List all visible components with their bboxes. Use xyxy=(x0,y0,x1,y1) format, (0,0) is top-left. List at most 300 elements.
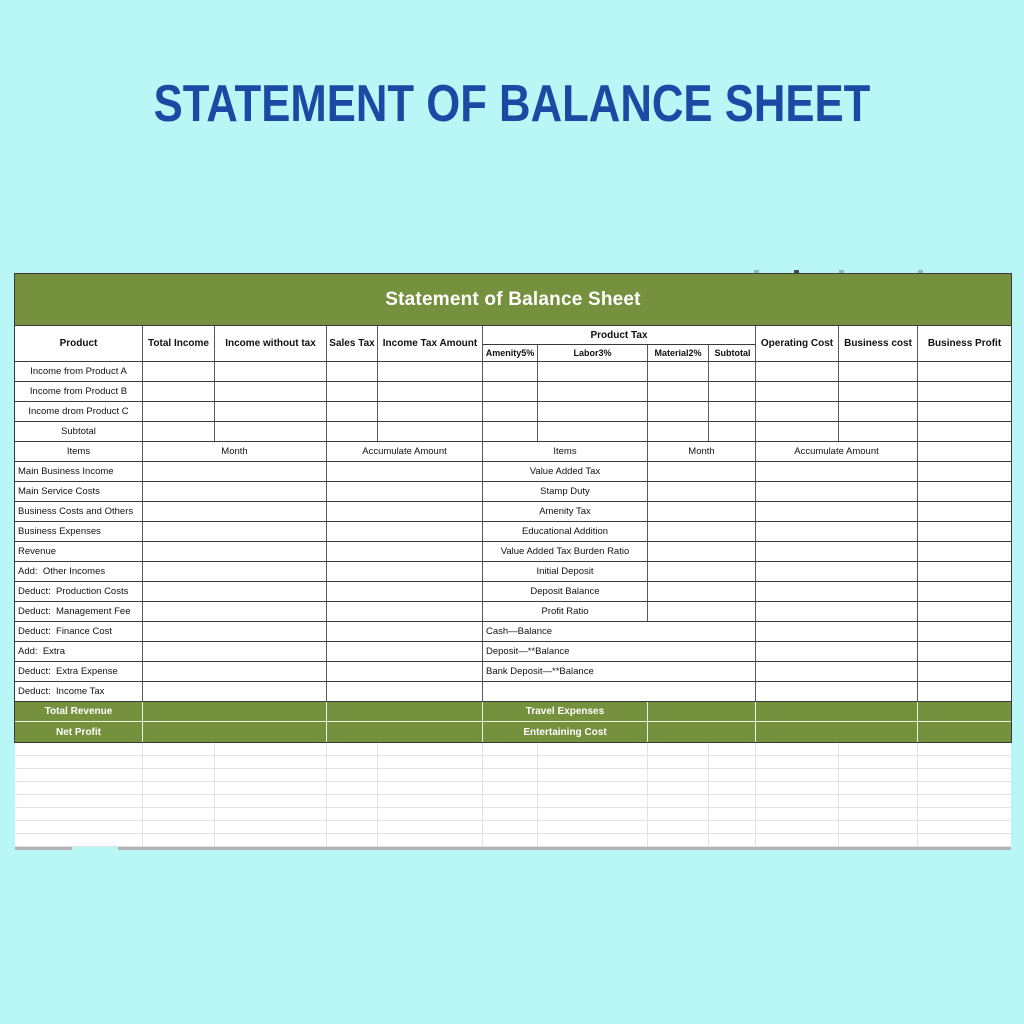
empty-cell xyxy=(143,622,327,641)
empty-grid-cell xyxy=(756,769,839,781)
row-label: Income drom Product C xyxy=(15,402,143,421)
empty-grid-cell xyxy=(327,821,378,833)
empty-cell xyxy=(709,422,756,441)
bottom-edge-segment xyxy=(118,847,1011,850)
empty-grid-cell xyxy=(709,743,756,755)
empty-cell xyxy=(756,522,918,541)
empty-grid-cell xyxy=(378,782,483,794)
empty-cell xyxy=(215,422,327,441)
empty-grid-cell xyxy=(483,821,538,833)
empty-cell xyxy=(143,702,327,721)
empty-grid-cell xyxy=(215,808,327,820)
sub-column-header: Amenity5% xyxy=(483,345,538,361)
row-label: Deduct: Extra Expense xyxy=(15,662,143,681)
row-label: Business Expenses xyxy=(15,522,143,541)
empty-cell xyxy=(327,642,483,661)
section1-body xyxy=(15,362,1011,442)
empty-cell xyxy=(709,382,756,401)
empty-grid-cell xyxy=(648,782,709,794)
empty-cell xyxy=(327,722,483,742)
row-label: Cash—Balance xyxy=(483,622,756,641)
empty-cell xyxy=(378,422,483,441)
empty-grid-row xyxy=(15,808,1011,821)
empty-grid-row xyxy=(15,769,1011,782)
empty-cell xyxy=(756,422,839,441)
empty-cell xyxy=(327,602,483,621)
empty-cell xyxy=(756,602,918,621)
empty-cell xyxy=(327,402,378,421)
empty-cell xyxy=(143,502,327,521)
table-row xyxy=(15,642,1011,662)
empty-cell xyxy=(918,662,1011,681)
empty-grid-cell xyxy=(215,834,327,846)
empty-grid-cell xyxy=(839,782,918,794)
empty-grid-cell xyxy=(648,834,709,846)
empty-grid-cell xyxy=(918,808,1011,820)
empty-grid-cell xyxy=(538,808,648,820)
sub-column-header: Subtotal xyxy=(714,348,751,358)
table-row xyxy=(15,522,1011,542)
empty-cell xyxy=(756,482,918,501)
empty-grid-cell xyxy=(15,834,143,846)
empty-grid-cell xyxy=(709,821,756,833)
empty-grid-cell xyxy=(327,808,378,820)
empty-grid-cell xyxy=(756,821,839,833)
empty-grid-cell xyxy=(215,743,327,755)
empty-cell xyxy=(648,482,756,501)
empty-grid-cell xyxy=(143,808,215,820)
empty-cell xyxy=(918,482,1011,501)
empty-cell xyxy=(839,362,918,381)
column-header: Product xyxy=(15,326,143,361)
empty-grid-cell xyxy=(756,808,839,820)
empty-cell xyxy=(143,562,327,581)
row-label: Main Service Costs xyxy=(15,482,143,501)
empty-cell xyxy=(918,542,1011,561)
row-label: Educational Addition xyxy=(483,522,648,541)
empty-grid-cell xyxy=(15,795,143,807)
empty-grid-cell xyxy=(215,782,327,794)
empty-grid-cell xyxy=(483,834,538,846)
empty-cell xyxy=(839,382,918,401)
table-row xyxy=(15,582,1011,602)
table-bordered-region xyxy=(14,273,1012,743)
product-tax-group-header xyxy=(483,326,756,361)
table-banner xyxy=(15,274,1011,326)
empty-cell xyxy=(918,562,1011,581)
empty-cell xyxy=(918,702,1011,721)
empty-cell xyxy=(648,402,709,421)
empty-grid-cell xyxy=(143,795,215,807)
empty-cell xyxy=(143,642,327,661)
row-label: Value Added Tax Burden Ratio xyxy=(483,542,648,561)
column-header: Income Tax Amount xyxy=(378,326,483,361)
empty-grid-cell xyxy=(143,821,215,833)
empty-grid-cell xyxy=(538,756,648,768)
row-label: Income from Product B xyxy=(15,382,143,401)
empty-grid-cell xyxy=(709,782,756,794)
empty-cell xyxy=(648,542,756,561)
empty-cell xyxy=(756,642,918,661)
empty-cell xyxy=(483,382,538,401)
column-header: Accumulate Amount xyxy=(756,442,918,461)
empty-cell xyxy=(143,482,327,501)
empty-grid-cell xyxy=(709,808,756,820)
row-label: Deduct: Production Costs xyxy=(15,582,143,601)
empty-cell xyxy=(756,702,918,721)
empty-grid-cell xyxy=(756,756,839,768)
product-tax-label: Product Tax xyxy=(483,326,755,345)
empty-grid-cell xyxy=(327,756,378,768)
empty-cell xyxy=(648,522,756,541)
empty-cell xyxy=(327,542,483,561)
empty-grid-cell xyxy=(215,756,327,768)
empty-cell xyxy=(215,382,327,401)
balance-sheet-spreadsheet xyxy=(14,273,1012,850)
empty-grid-cell xyxy=(839,821,918,833)
table-row xyxy=(15,462,1011,482)
empty-cell xyxy=(918,722,1011,742)
green-total-row xyxy=(15,702,1011,722)
empty-grid-cell xyxy=(709,769,756,781)
empty-cell xyxy=(709,402,756,421)
empty-cell xyxy=(918,362,1011,381)
section2-header-row xyxy=(15,442,1011,462)
empty-grid-cell xyxy=(378,821,483,833)
empty-cell xyxy=(483,422,538,441)
empty-grid-cell xyxy=(378,808,483,820)
table-row xyxy=(15,682,1011,702)
table-row xyxy=(15,622,1011,642)
empty-grid-cell xyxy=(538,834,648,846)
green-row-label: Entertaining Cost xyxy=(483,722,648,742)
sub-column-header: Material2% xyxy=(648,345,709,361)
empty-cell xyxy=(756,562,918,581)
empty-cell xyxy=(918,642,1011,661)
empty-grid-cell xyxy=(143,782,215,794)
empty-cell xyxy=(918,502,1011,521)
empty-cell xyxy=(648,462,756,481)
empty-cell xyxy=(918,422,1011,441)
table-row xyxy=(15,402,1011,422)
row-label: Deposit Balance xyxy=(483,582,648,601)
empty-grid-cell xyxy=(648,743,709,755)
row-label: Initial Deposit xyxy=(483,562,648,581)
empty-cell xyxy=(538,402,648,421)
empty-grid-area xyxy=(15,743,1011,847)
empty-grid-cell xyxy=(756,795,839,807)
empty-grid-cell xyxy=(327,834,378,846)
empty-cell xyxy=(918,522,1011,541)
empty-grid-cell xyxy=(143,743,215,755)
empty-cell xyxy=(327,582,483,601)
table-banner-title: Statement of Balance Sheet xyxy=(385,288,641,310)
empty-grid-cell xyxy=(839,834,918,846)
row-label: Subtotal xyxy=(15,422,143,441)
empty-grid-row xyxy=(15,834,1011,847)
empty-cell xyxy=(327,662,483,681)
table-row xyxy=(15,422,1011,442)
empty-cell xyxy=(538,422,648,441)
empty-grid-cell xyxy=(483,743,538,755)
empty-cell xyxy=(327,382,378,401)
empty-grid-cell xyxy=(756,782,839,794)
empty-cell xyxy=(327,482,483,501)
empty-grid-row xyxy=(15,782,1011,795)
empty-grid-cell xyxy=(15,782,143,794)
row-label: Main Business Income xyxy=(15,462,143,481)
empty-cell xyxy=(648,502,756,521)
empty-cell xyxy=(756,622,918,641)
empty-grid-cell xyxy=(918,834,1011,846)
empty-cell xyxy=(756,542,918,561)
empty-grid-cell xyxy=(15,821,143,833)
empty-grid-cell xyxy=(839,795,918,807)
table-row xyxy=(15,362,1011,382)
empty-cell xyxy=(648,702,756,721)
row-label: Bank Deposit—**Balance xyxy=(483,662,756,681)
empty-cell xyxy=(143,362,215,381)
row-label: Income from Product A xyxy=(15,362,143,381)
empty-cell xyxy=(538,382,648,401)
empty-cell xyxy=(648,602,756,621)
empty-grid-cell xyxy=(483,756,538,768)
empty-cell xyxy=(648,722,756,742)
empty-grid-cell xyxy=(918,769,1011,781)
empty-cell xyxy=(839,402,918,421)
empty-grid-cell xyxy=(483,782,538,794)
empty-grid-cell xyxy=(918,821,1011,833)
row-label: Business Costs and Others xyxy=(15,502,143,521)
empty-cell xyxy=(918,582,1011,601)
empty-grid-cell xyxy=(327,743,378,755)
table-row xyxy=(15,562,1011,582)
empty-grid-cell xyxy=(327,782,378,794)
empty-grid-cell xyxy=(756,834,839,846)
empty-grid-cell xyxy=(327,795,378,807)
empty-grid-row xyxy=(15,756,1011,769)
empty-cell xyxy=(327,562,483,581)
empty-cell xyxy=(918,622,1011,641)
green-row-label: Net Profit xyxy=(15,722,143,742)
column-header: Sales Tax xyxy=(327,326,378,361)
empty-grid-cell xyxy=(15,769,143,781)
empty-grid-cell xyxy=(483,808,538,820)
empty-cell xyxy=(143,422,215,441)
row-label: Deduct: Income Tax xyxy=(15,682,143,701)
empty-grid-cell xyxy=(839,743,918,755)
table-row xyxy=(15,382,1011,402)
empty-grid-cell xyxy=(709,834,756,846)
empty-grid-cell xyxy=(538,821,648,833)
empty-cell xyxy=(648,582,756,601)
empty-cell xyxy=(756,382,839,401)
empty-grid-cell xyxy=(839,756,918,768)
green-row-label: Total Revenue xyxy=(15,702,143,721)
empty-cell xyxy=(378,362,483,381)
empty-cell xyxy=(648,422,709,441)
empty-grid-cell xyxy=(378,769,483,781)
empty-cell xyxy=(378,382,483,401)
row-label: Deposit—**Balance xyxy=(483,642,756,661)
empty-cell xyxy=(918,402,1011,421)
empty-cell xyxy=(143,382,215,401)
empty-cell xyxy=(756,582,918,601)
empty-grid-cell xyxy=(648,795,709,807)
column-edge-tick xyxy=(794,270,799,273)
empty-cell xyxy=(918,602,1011,621)
column-header: Month xyxy=(143,442,327,461)
sub-column-header: Labor3% xyxy=(538,345,648,361)
empty-grid-cell xyxy=(483,769,538,781)
empty-cell xyxy=(143,602,327,621)
empty-cell xyxy=(143,402,215,421)
empty-grid-cell xyxy=(215,821,327,833)
empty-grid-cell xyxy=(648,808,709,820)
table-row xyxy=(15,662,1011,682)
empty-grid-cell xyxy=(143,769,215,781)
row-label: Stamp Duty xyxy=(483,482,648,501)
empty-cell xyxy=(918,462,1011,481)
empty-cell xyxy=(327,362,378,381)
empty-cell xyxy=(756,402,839,421)
empty-grid-cell xyxy=(918,795,1011,807)
empty-grid-cell xyxy=(378,756,483,768)
column-edge-tick xyxy=(918,270,923,273)
column-header: Accumulate Amount xyxy=(327,442,483,461)
column-header: Operating Cost xyxy=(756,326,839,361)
section1-header-row xyxy=(15,326,1011,362)
row-label: Revenue xyxy=(15,542,143,561)
empty-grid-cell xyxy=(648,769,709,781)
empty-cell xyxy=(709,362,756,381)
empty-grid-row xyxy=(15,821,1011,834)
table-row xyxy=(15,542,1011,562)
empty-grid-cell xyxy=(143,834,215,846)
empty-grid-cell xyxy=(327,769,378,781)
empty-grid-cell xyxy=(538,782,648,794)
empty-cell xyxy=(648,362,709,381)
column-header: Total Income xyxy=(143,326,215,361)
table-row xyxy=(15,502,1011,522)
row-label: Deduct: Finance Cost xyxy=(15,622,143,641)
empty-grid-cell xyxy=(538,795,648,807)
empty-grid-cell xyxy=(378,743,483,755)
section2-body xyxy=(15,442,1011,742)
row-label: Profit Ratio xyxy=(483,602,648,621)
empty-cell xyxy=(143,522,327,541)
empty-cell xyxy=(839,422,918,441)
empty-cell xyxy=(648,382,709,401)
empty-grid-row xyxy=(15,743,1011,756)
empty-grid-cell xyxy=(538,769,648,781)
empty-grid-cell xyxy=(143,756,215,768)
empty-grid-cell xyxy=(15,743,143,755)
empty-grid-cell xyxy=(918,743,1011,755)
empty-grid-cell xyxy=(918,756,1011,768)
empty-cell xyxy=(756,682,918,701)
table-bottom-edge xyxy=(15,847,1011,850)
empty-cell xyxy=(756,662,918,681)
empty-cell xyxy=(327,622,483,641)
empty-cell xyxy=(756,362,839,381)
empty-cell xyxy=(327,462,483,481)
empty-grid-cell xyxy=(756,743,839,755)
row-label xyxy=(483,682,756,701)
bottom-edge-segment xyxy=(15,847,72,850)
empty-grid-cell xyxy=(709,756,756,768)
empty-cell xyxy=(143,462,327,481)
column-header xyxy=(918,442,1011,461)
row-label: Amenity Tax xyxy=(483,502,648,521)
empty-cell xyxy=(648,562,756,581)
column-edge-tick xyxy=(754,270,759,273)
empty-cell xyxy=(378,402,483,421)
row-label: Add: Other Incomes xyxy=(15,562,143,581)
empty-grid-row xyxy=(15,795,1011,808)
empty-cell xyxy=(483,362,538,381)
row-label: Deduct: Management Fee xyxy=(15,602,143,621)
empty-grid-cell xyxy=(839,808,918,820)
empty-cell xyxy=(483,402,538,421)
green-total-row xyxy=(15,722,1011,742)
table-row xyxy=(15,482,1011,502)
empty-cell xyxy=(143,542,327,561)
column-header: Items xyxy=(483,442,648,461)
column-edge-tick xyxy=(839,270,844,273)
empty-cell xyxy=(756,502,918,521)
empty-cell xyxy=(756,722,918,742)
empty-cell xyxy=(143,662,327,681)
empty-grid-cell xyxy=(378,795,483,807)
product-tax-subheader xyxy=(483,345,755,361)
empty-grid-cell xyxy=(215,769,327,781)
empty-cell xyxy=(327,502,483,521)
empty-cell xyxy=(327,682,483,701)
column-header: Items xyxy=(15,442,143,461)
empty-cell xyxy=(215,402,327,421)
empty-cell xyxy=(918,382,1011,401)
empty-cell xyxy=(327,702,483,721)
empty-cell xyxy=(756,462,918,481)
column-header: Income without tax xyxy=(215,326,327,361)
empty-cell xyxy=(538,362,648,381)
empty-cell xyxy=(143,682,327,701)
empty-grid-cell xyxy=(15,756,143,768)
empty-cell xyxy=(327,422,378,441)
empty-grid-cell xyxy=(215,795,327,807)
empty-grid-cell xyxy=(918,782,1011,794)
empty-grid-cell xyxy=(15,808,143,820)
green-row-label: Travel Expenses xyxy=(483,702,648,721)
empty-grid-cell xyxy=(483,795,538,807)
column-header: Business Profit xyxy=(927,338,1002,349)
empty-cell xyxy=(918,682,1011,701)
empty-grid-cell xyxy=(648,821,709,833)
empty-grid-cell xyxy=(538,743,648,755)
empty-grid-cell xyxy=(378,834,483,846)
empty-cell xyxy=(215,362,327,381)
row-label: Add: Extra xyxy=(15,642,143,661)
table-row xyxy=(15,602,1011,622)
page-title: STATEMENT OF BALANCE SHEET xyxy=(153,75,871,133)
empty-grid-cell xyxy=(709,795,756,807)
empty-grid-cell xyxy=(839,769,918,781)
empty-cell xyxy=(143,582,327,601)
empty-cell xyxy=(143,722,327,742)
empty-grid-cell xyxy=(648,756,709,768)
column-header: Month xyxy=(648,442,756,461)
